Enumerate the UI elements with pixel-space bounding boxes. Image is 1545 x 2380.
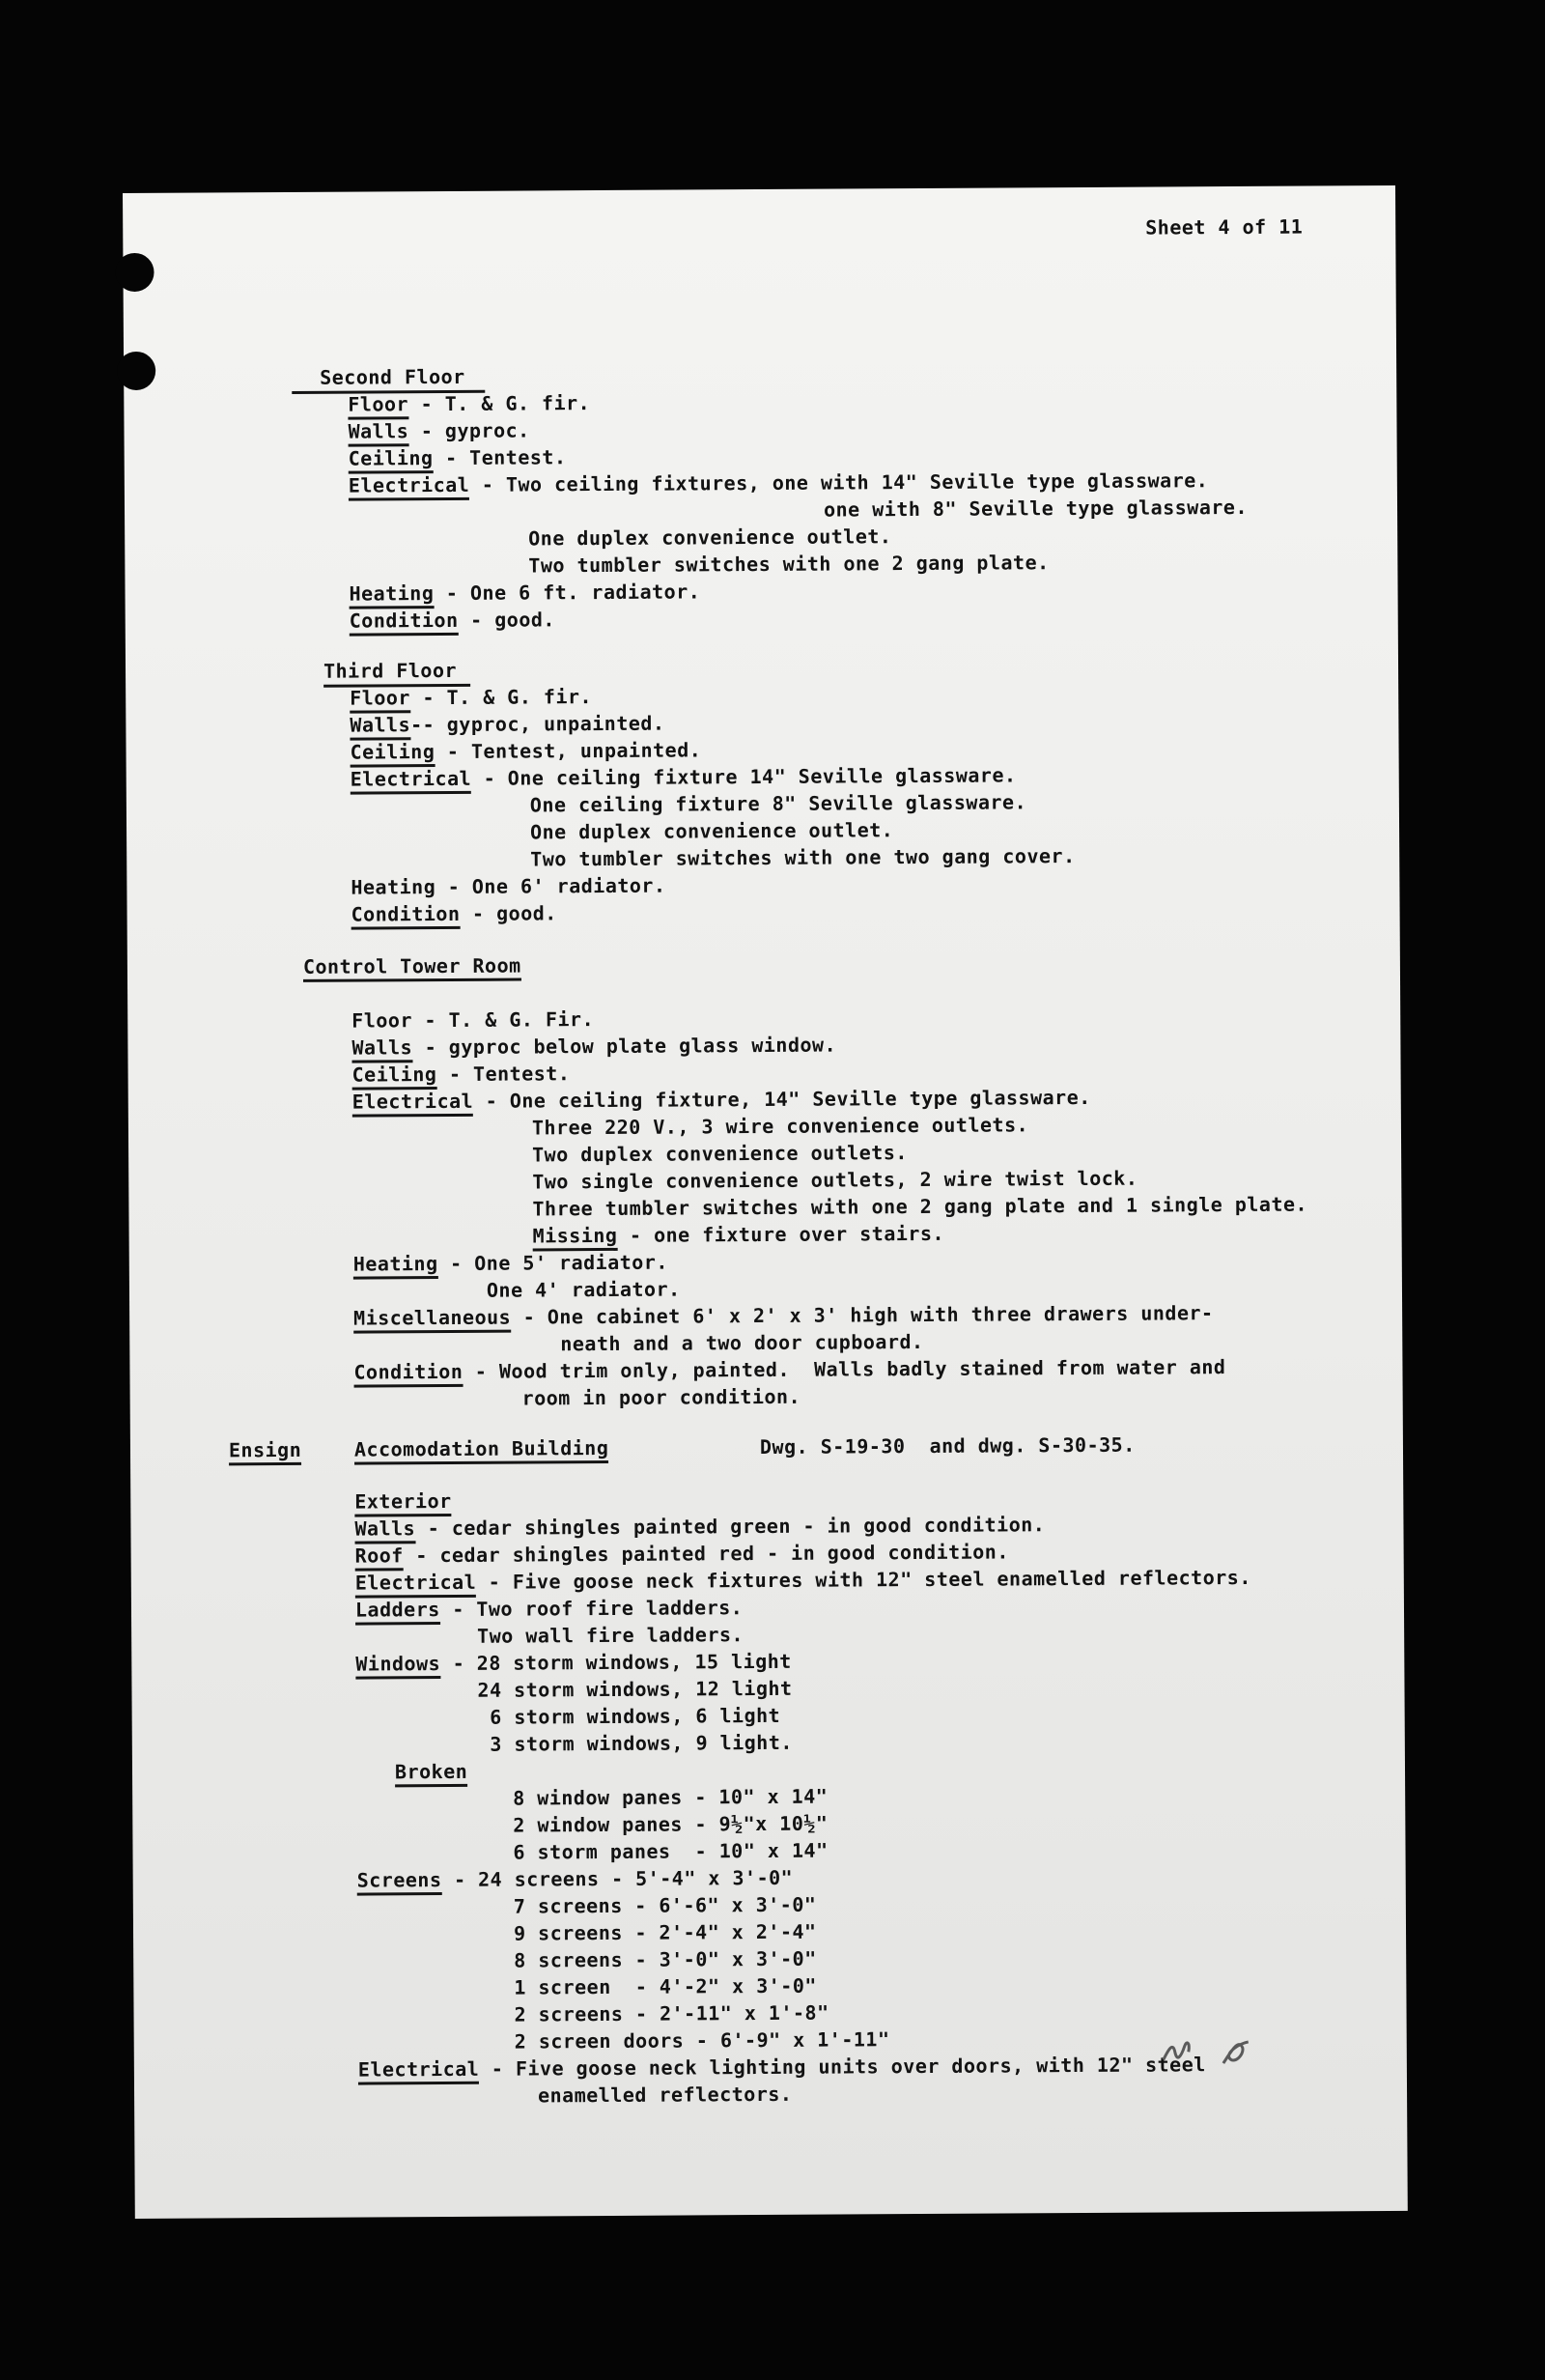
condition-label: Condition xyxy=(353,1360,463,1388)
misc-label: Miscellaneous xyxy=(353,1306,511,1334)
control-tower-electrical-line: Two duplex convenience outlets. xyxy=(532,1141,908,1167)
floor-text: - T. & G. Fir. xyxy=(411,1007,595,1033)
exterior-windows xyxy=(355,1650,792,1680)
electrical-text: - One ceiling fixture, 14" Seville type glassware. xyxy=(473,1085,1091,1113)
third-floor-heading: Third Floor xyxy=(323,658,458,683)
control-tower-title: Control Tower Room xyxy=(303,954,521,982)
exterior-walls xyxy=(354,1513,1045,1544)
walls-text: - gyproc below plate glass window. xyxy=(412,1033,837,1060)
windows-text: - 28 storm windows, 15 light xyxy=(440,1649,792,1676)
screens-text: - 24 screens - 5'-4" x 3'-0" xyxy=(441,1865,794,1892)
control-tower-ceiling xyxy=(352,1062,571,1090)
control-tower-heating-line: One 4' radiator. xyxy=(486,1277,681,1302)
third-floor-electrical xyxy=(351,763,1017,794)
exterior-electrical-2 xyxy=(358,2053,1206,2084)
ladders-label: Ladders xyxy=(355,1598,440,1626)
second-floor-ceiling xyxy=(349,445,567,473)
walls-text: - gyproc. xyxy=(408,418,530,443)
exterior-label: Exterior xyxy=(354,1489,451,1517)
screens-line: 8 screens - 3'-0" x 3'-0" xyxy=(514,1946,817,1972)
ceiling-label: Ceiling xyxy=(350,740,435,768)
floor-text: - T. & G. fir. xyxy=(409,685,593,710)
third-floor-floor xyxy=(350,685,592,714)
broken-label: Broken xyxy=(395,1760,467,1787)
floor-text: - T. & G. fir. xyxy=(407,391,591,416)
second-floor-condition xyxy=(350,608,555,636)
exterior-electrical xyxy=(355,1566,1251,1599)
condition-text: - good. xyxy=(460,901,557,925)
third-floor-condition xyxy=(351,901,557,929)
control-tower-condition-line: room in poor condition. xyxy=(521,1384,801,1410)
ladders-text: - Two roof fire ladders. xyxy=(439,1596,744,1622)
ladders-line: Two wall fire ladders. xyxy=(477,1623,744,1648)
walls-label: Walls xyxy=(350,713,410,740)
exterior-heading xyxy=(354,1489,451,1517)
condition-label: Condition xyxy=(351,902,461,930)
control-tower-condition xyxy=(353,1355,1225,1388)
condition-text: - good. xyxy=(458,608,555,632)
sheet-number: Sheet 4 of 11 xyxy=(1145,214,1304,240)
second-floor-heading: Second Floor xyxy=(320,364,465,389)
heating-label: Heating xyxy=(351,875,436,899)
walls-label: Walls xyxy=(354,1516,415,1544)
control-tower-walls xyxy=(351,1034,836,1063)
third-floor-heating xyxy=(351,874,665,899)
second-floor-electrical-line: One duplex convenience outlet. xyxy=(528,524,892,551)
walls-text: - cedar shingles painted green - in good condition. xyxy=(415,1513,1046,1541)
electrical-text: - Five goose neck fixtures with 12" steel enamelled reflectors. xyxy=(476,1565,1251,1594)
walls-label: Walls xyxy=(351,1035,412,1062)
control-tower-floor xyxy=(351,1007,594,1033)
heating-text: - One 6' radiator. xyxy=(435,873,666,899)
third-floor-electrical-line: One ceiling fixture 8" Seville glassware. xyxy=(529,790,1027,817)
control-tower-misc-line: neath and a two door cupboard. xyxy=(560,1329,924,1356)
electrical-label: Electrical xyxy=(349,473,470,501)
accommodation-title: Accomodation Building xyxy=(354,1436,609,1465)
ceiling-text: - Tentest. xyxy=(433,445,567,470)
handwritten-initials xyxy=(1156,2009,1272,2078)
third-floor-electrical-line: One duplex convenience outlet. xyxy=(529,818,894,844)
screens-line: 2 screen doors - 6'-9" x 1'-11" xyxy=(514,2027,890,2054)
misc-text: - One cabinet 6' x 2' x 3' high with three drawers under- xyxy=(511,1301,1214,1329)
walls-text: -- gyproc, unpainted. xyxy=(410,711,665,737)
broken-line: 2 window panes - 9½"x 10½" xyxy=(513,1811,829,1837)
electrical-label: Electrical xyxy=(355,1571,477,1599)
condition-text: - Wood trim only, painted. Walls badly stained from water and xyxy=(463,1355,1226,1383)
electrical-label: Electrical xyxy=(358,2057,480,2085)
screens-line: 7 screens - 6'-6" x 3'-0" xyxy=(513,1892,817,1918)
second-floor-walls xyxy=(348,418,529,446)
screens-line: 9 screens - 2'-4" x 2'-4" xyxy=(513,1919,817,1945)
screens-row xyxy=(357,1866,794,1896)
windows-line: 3 storm windows, 9 light. xyxy=(477,1730,793,1756)
electrical-text: - Five goose neck lighting units over doors, with 12" steel xyxy=(479,2053,1206,2081)
roof-text: - cedar shingles painted red - in good condition. xyxy=(403,1540,1009,1568)
electrical-label: Electrical xyxy=(352,1090,474,1118)
punch-hole xyxy=(115,253,154,292)
ceiling-text: - Tentest, unpainted. xyxy=(435,738,702,764)
third-floor-ceiling xyxy=(350,738,701,767)
broken-heading xyxy=(395,1760,467,1787)
roof-label: Roof xyxy=(355,1544,404,1571)
windows-label: Windows xyxy=(355,1652,440,1680)
control-tower-heating xyxy=(353,1251,668,1280)
condition-label: Condition xyxy=(350,609,459,637)
screens-label: Screens xyxy=(357,1868,442,1896)
control-tower-electrical-line: Three tumbler switches with one 2 gang plate and 1 single plate. xyxy=(532,1192,1308,1221)
document-page xyxy=(123,185,1408,2219)
electrical-line: enamelled reflectors. xyxy=(537,2082,793,2108)
second-floor-floor xyxy=(348,391,590,420)
heating-label: Heating xyxy=(353,1252,438,1280)
second-floor-electrical-line: one with 8" Seville type glassware. xyxy=(823,495,1249,522)
windows-line: 24 storm windows, 12 light xyxy=(477,1676,793,1702)
third-floor-electrical-line: Two tumbler switches with one two gang cover. xyxy=(530,844,1076,871)
ceiling-label: Ceiling xyxy=(349,446,434,474)
exterior-ladders xyxy=(355,1596,743,1625)
floor-label: Floor xyxy=(350,686,410,713)
electrical-text: - Two ceiling fixtures, one with 14" Seville type glassware. xyxy=(469,468,1209,496)
ceiling-text: - Tentest. xyxy=(436,1062,571,1087)
punch-hole xyxy=(117,352,155,390)
drawing-references: Dwg. S-19-30 and dwg. S-30-35. xyxy=(759,1432,1136,1459)
margin-label: Ensign xyxy=(229,1438,301,1465)
control-tower-heading xyxy=(303,954,521,982)
margin-note xyxy=(229,1438,301,1465)
screens-line: 1 screen - 4'-2" x 3'-0" xyxy=(514,1973,817,1999)
exterior-roof xyxy=(355,1540,1009,1571)
control-tower-electrical-line: Three 220 V., 3 wire convenience outlets. xyxy=(531,1113,1029,1140)
electrical-text: - One ceiling fixture 14" Seville glassware. xyxy=(471,763,1017,790)
second-floor-electrical-line: Two tumbler switches with one 2 gang plate. xyxy=(528,551,1050,578)
second-floor-heating xyxy=(349,580,700,609)
heating-label: Heating xyxy=(349,581,434,609)
control-tower-misc xyxy=(353,1301,1214,1333)
broken-line: 8 window panes - 10" x 14" xyxy=(513,1784,829,1810)
accommodation-heading xyxy=(354,1436,609,1465)
screens-line: 2 screens - 2'-11" x 1'-8" xyxy=(514,2000,829,2026)
control-tower-missing xyxy=(533,1222,945,1252)
floor-label: Floor xyxy=(348,392,408,419)
heating-text: - One 6 ft. radiator. xyxy=(434,580,701,606)
heating-text: - One 5' radiator. xyxy=(437,1250,668,1276)
control-tower-electrical-line: Two single convenience outlets, 2 wire twist lock. xyxy=(532,1166,1138,1194)
third-floor-walls xyxy=(350,712,664,741)
walls-label: Walls xyxy=(348,419,408,446)
floor-label: Floor xyxy=(351,1008,413,1033)
missing-text: - one fixture over stairs. xyxy=(617,1221,945,1247)
missing-label: Missing xyxy=(533,1224,618,1252)
ceiling-label: Ceiling xyxy=(352,1062,437,1091)
windows-line: 6 storm windows, 6 light xyxy=(477,1703,781,1729)
broken-line: 6 storm panes - 10" x 14" xyxy=(513,1838,829,1864)
electrical-label: Electrical xyxy=(351,767,472,795)
